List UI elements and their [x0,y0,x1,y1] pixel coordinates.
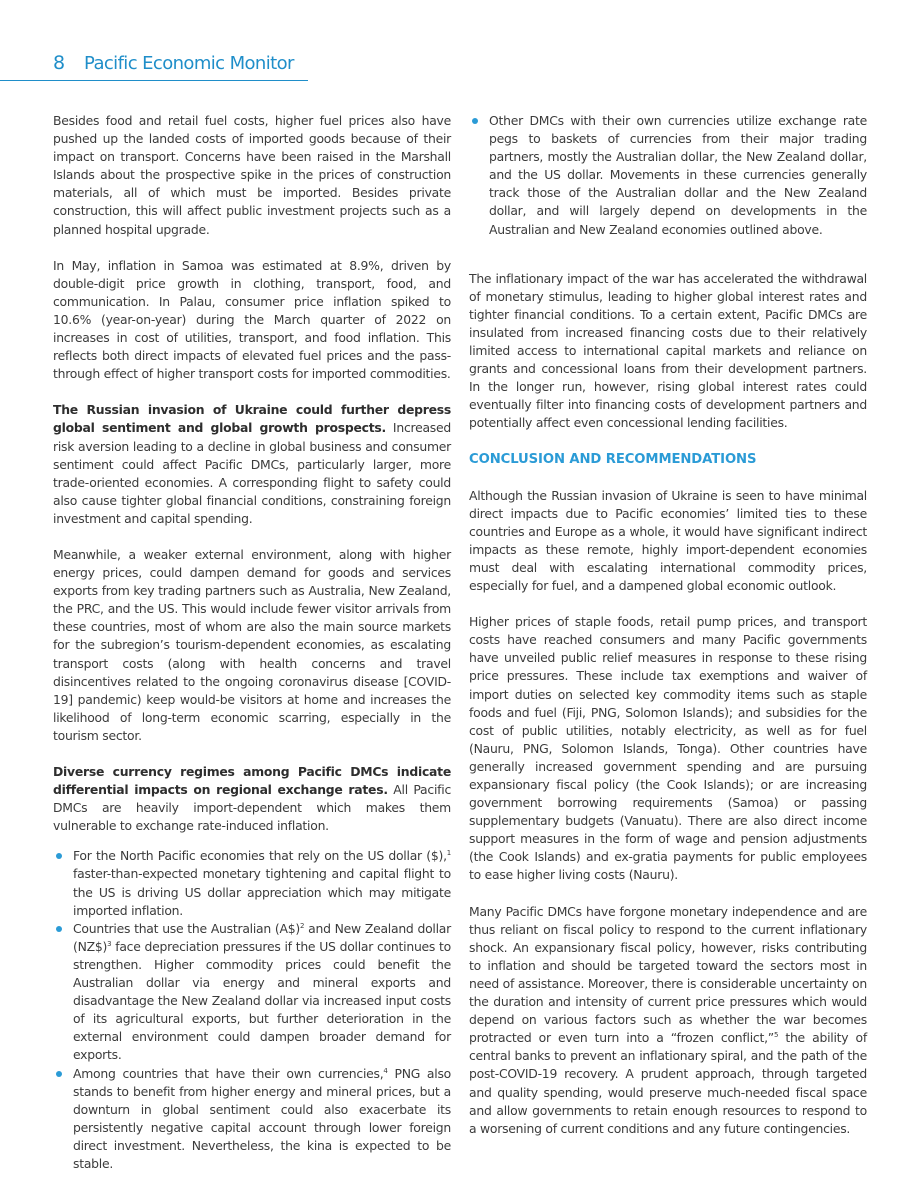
currency-bullet-list [53,847,451,1173]
body-currency: All Pacific DMCs are heavily import-dependent which makes them vulnerable to exchange rate-induced inflation. [53,782,452,834]
lead-sentiment: The Russian invasion of Ukraine could further depress global sentiment and global growth prospects. [53,402,451,436]
footnote-ref-3[interactable]: 3 [107,939,112,948]
paragraph-global-sentiment [53,401,451,528]
left-column [53,112,451,1173]
footnote-ref-1[interactable]: 1 [446,849,451,858]
footnote-ref-5[interactable]: 5 [773,1031,779,1040]
paragraph-inflation-samoa-palau: In May, inflation in Samoa was estimated at 8.9%, driven by double-digit price growth in clothing, transport, food, and communication. In Palau, consumer price inflation spiked to 10.6% (year-on-year) during the March quarter of 2022 on increases in cost of utilities, transport, and food inflation. This reflects both direct impacts of elevated fuel prices and the pass-through effect of higher transport costs for imported commodities. [53,257,451,382]
footnote-ref-2[interactable]: 2 [299,921,305,930]
paragraph-currency-regimes [53,763,451,835]
publication-title: Pacific Economic Monitor [84,53,294,74]
body-sentiment: Increased risk aversion leading to a decline in global business and consumer sentiment could affect Pacific DMCs, particularly larger, more trade-oriented economies. A corresponding flight to safety could also cause tighter global financial conditions, constraining foreign investment and capital spending. [53,420,451,526]
section-heading-conclusion: CONCLUSION AND RECOMMENDATIONS [469,451,757,467]
bullet-png-kina: Among countries that have their own currencies,$^4$ PNG also stands to benefit from higher energy and mineral prices, but a downturn in global sentiment could also exacerbate its persistently negative capital account through lower foreign direct investment. Nevertheless, the kina is expected to be stable. [53,1065,451,1174]
bullet-other-dmcs: Other DMCs with their own currencies utilize exchange rate pegs to baskets of currencies from their major trading partners, mostly the Australian dollar, the New Zealand dollar, and the US dollar. Movements in these currencies generally track those of the Australian dollar and the New Zealand dollar, and will largely depend on developments in the Australian and New Zealand economies outlined above. [469,112,867,239]
paragraph-relief-measures: Higher prices of staple foods, retail pump prices, and transport costs have reached consumers and many Pacific governments have unveiled public relief measures in response to these rising price pressures. These include tax exemptions and waiver of import duties on selected key commodity items such as staple foods and fuel (Fiji, PNG, Solomon Islands); and subsidies for the cost of public utilities, notably electricity, as well as for fuel (Nauru, PNG, Solomon Islands, Tonga). Other countries have generally increased government spending and are pursuing expansionary fiscal policy (the Cook Islands); or are increasing government borrowing requirements (Samoa) or passing supplementary budgets (Vanuatu). There are also direct income support measures in the form of wage and pension adjustments (the Cook Islands) and ex-gratia payments for public employees to ease higher living costs (Nauru). [469,614,867,883]
lead-currency: Diverse currency regimes among Pacific DMCs indicate differential impacts on regional exchange rates. [53,764,451,798]
right-column [469,112,867,1156]
paragraph-interest-rates: The inflationary impact of the war has accelerated the withdrawal of monetary stimulus, leading to higher global interest rates and tighter financial conditions. To a certain extent, Pacific DMCs are insulated from increased financing costs due to their relatively limited access to international capital markets and reliance on grants and concessional loans from their development partners. In the longer run, however, rising global interest rates could eventually filter into financing costs of development partners and potentially affect even concessional lending facilities. [469,270,867,431]
bullet-north-pacific: For the North Pacific economies that rely on the US dollar ($),$^1$ faster-than-expected monetary tightening and capital flight to the US is driving US dollar appreciation which may mitigate imported inflation. [53,847,451,919]
paragraph-external-environment: Meanwhile, a weaker external environment, along with higher energy prices, could dampen demand for goods and services exports from key trading partners such as Australia, New Zealand, the PRC, and the US. This would include fewer visitor arrivals from these countries, most of whom are also the main source markets for the subregion’s tourism-dependent economies, as escalating transport costs (along with health concerns and travel disincentives related to the ongoing coronavirus disease [COVID-19] pandemic) keep would-be visitors at home and increases the likelihood of long-term economic scarring, especially in the tourism sector. [53,546,451,743]
paragraph-fuel-costs: Besides food and retail fuel costs, higher fuel prices also have pushed up the landed costs of imported goods because of their impact on transport. Concerns have been raised in the Marshall Islands about the prospective spike in the prices of construction materials, all of which must be imported. Besides private construction, this will affect public investment projects such as a planned hospital upgrade. [53,113,451,237]
page-header [0,50,308,81]
paragraph-conclusion-impacts: Although the Russian invasion of Ukraine is seen to have minimal direct impacts due to Pacific economies’ limited ties to these countries and Europe as a whole, it would have significant indirect impacts as these remote, highly import-dependent economies must deal with escalating international commodity prices, especially for fuel, and a dampened global economic outlook. [469,487,867,594]
footnote-ref-4[interactable]: 4 [383,1066,388,1075]
page-number: 8 [53,52,65,74]
bullet-australian-nz-dollar: Countries that use the Australian (A$)$^2$ and New Zealand dollar (NZ$)$^3$ face depreciation pressures if the US dollar continues to strengthen. Higher commodity prices could benefit the Australian dollar via energy and mineral exports and disadvantage the New Zealand dollar via increased input costs of its agricultural exports, but further deterioration in the external environment could dampen broader demand for exports. [53,920,451,1065]
currency-bullet-list-cont [469,112,867,239]
paragraph-fiscal-policy: Many Pacific DMCs have forgone monetary independence and are thus reliant on fiscal policy to respond to the current inflationary shock. An expansionary fiscal policy, however, risks contributing to inflation and should be targeted toward the sectors most in need of assistance. Moreover, there is considerable uncertainty on the duration and intensity of current price pressures which would depend on various factors such as whether the war becomes protracted or even turn into a “frozen conflict,”$^5$ the ability of central banks to prevent an inflationary spiral, and the path of the post-COVID-19 recovery. A prudent approach, through targeted and quality spending, would preserve much-needed fiscal space and allow governments to retain enough resources to respond to a worsening of current conditions and any future contingencies. [469,903,867,1136]
